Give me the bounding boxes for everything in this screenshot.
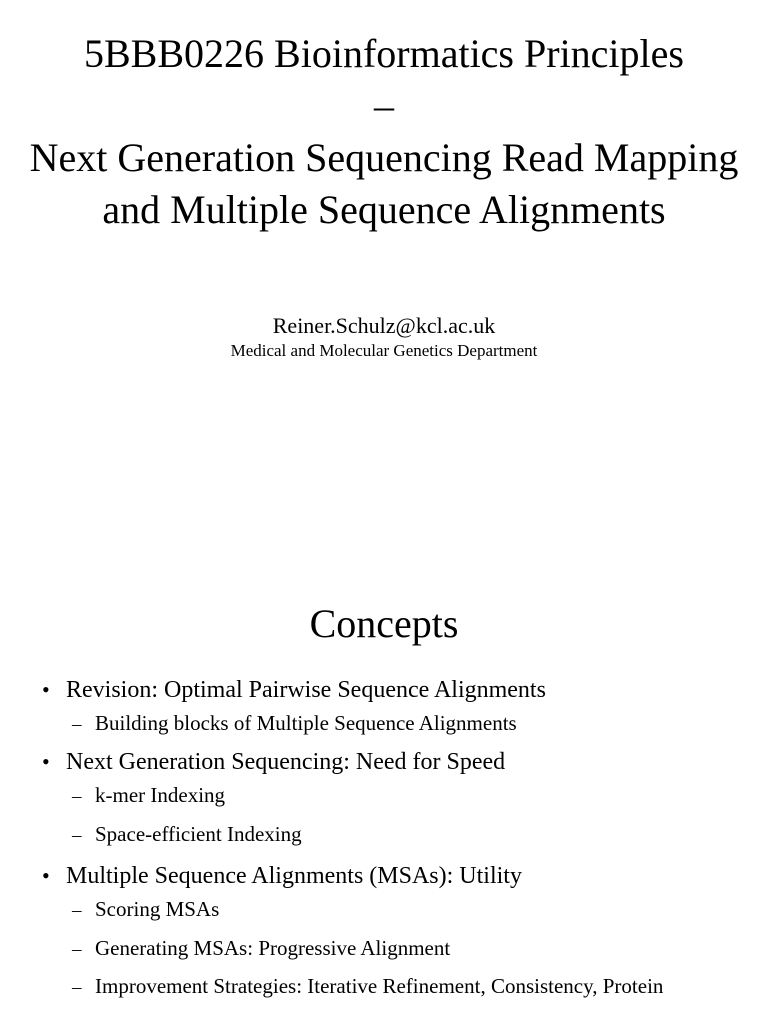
dash-icon: –: [72, 786, 82, 807]
dash-icon: –: [72, 977, 82, 998]
sub-bullet-item: [0, 968, 768, 1006]
bullet-text: Multiple Sequence Alignments (MSAs): Utility: [66, 863, 522, 889]
sub-bullet-text: Scoring MSAs: [95, 897, 220, 921]
sub-list: [0, 780, 768, 854]
sub-bullet-text: Building blocks of Multiple Sequence Alignments: [95, 711, 517, 735]
sub-bullet-text: Space-efficient Indexing: [95, 822, 302, 846]
bullet-icon: •: [42, 677, 50, 702]
concepts-list: [0, 674, 768, 1012]
author-info: [0, 312, 768, 362]
bullet-icon: •: [42, 749, 50, 774]
dash-icon: –: [72, 714, 82, 735]
sub-bullet-text: Improvement Strategies: Iterative Refinement, Consistency, Protein: [95, 974, 664, 998]
sub-bullet-item: [0, 708, 768, 740]
sub-bullet-item: [0, 930, 768, 968]
sub-bullet-text: k-mer Indexing: [95, 783, 226, 807]
bullet-item: [0, 860, 768, 1006]
sub-list: [0, 894, 768, 1006]
title-dash: –: [374, 83, 394, 128]
dash-icon: –: [72, 900, 82, 921]
title-line: Next Generation Sequencing Read Mapping: [29, 135, 739, 180]
bullet-icon: •: [42, 863, 50, 888]
sub-bullet-item: [0, 816, 768, 854]
sub-bullet-item: [0, 780, 768, 812]
bullet-text: Revision: Optimal Pairwise Sequence Alignments: [66, 677, 546, 703]
sub-list: [0, 708, 768, 740]
bullet-item: [0, 746, 768, 854]
title-line: and Multiple Sequence Alignments: [102, 187, 666, 232]
bullet-text: Next Generation Sequencing: Need for Speed: [66, 749, 506, 775]
sub-bullet-item: [0, 894, 768, 926]
concepts-slide: [0, 540, 768, 1024]
title-line: 5BBB0226 Bioinformatics Principles: [84, 31, 684, 76]
author-email: Reiner.Schulz@kcl.ac.uk: [272, 313, 496, 338]
bullet-item: [0, 674, 768, 740]
author-department: Medical and Molecular Genetics Department: [230, 341, 538, 360]
presentation-title: [0, 28, 768, 236]
slide-title: Concepts: [309, 601, 459, 646]
dash-icon: –: [72, 939, 82, 960]
dash-icon: –: [72, 825, 82, 846]
sub-bullet-text: Generating MSAs: Progressive Alignment: [95, 936, 451, 960]
